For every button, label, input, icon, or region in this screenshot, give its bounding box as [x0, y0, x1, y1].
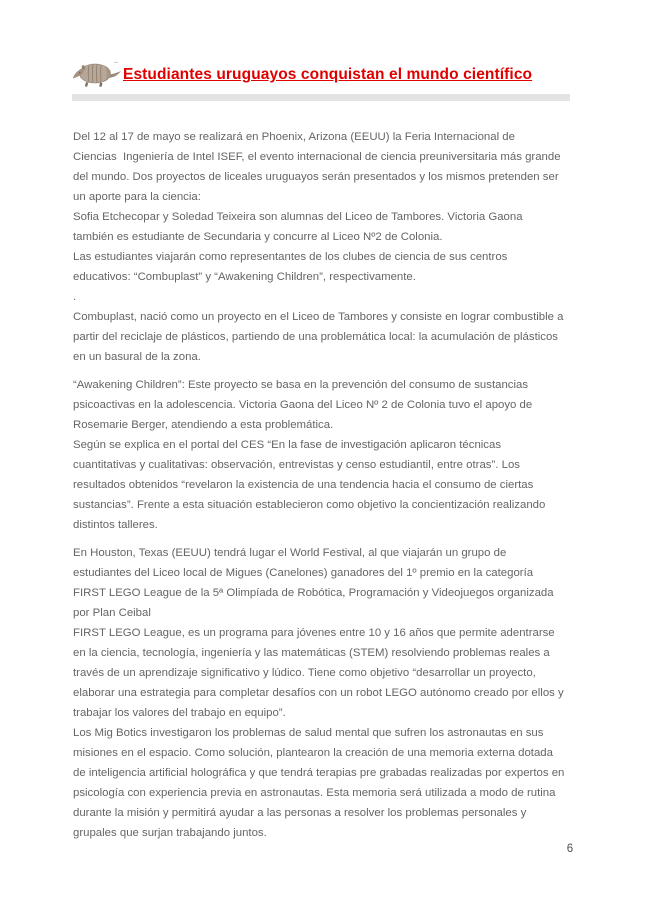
- armadillo-icon: [72, 60, 122, 89]
- text-line: “Awakening Children”: Este proyecto se basa en la prevención del consumo de sustancias: [73, 379, 529, 391]
- text-line: misiones en el espacio. Como solución, plantearon la creación de una memoria externa dotada: [73, 747, 553, 759]
- text-line: FIRST LEGO League, es un programa para jóvenes entre 10 y 16 años que permite adentrarse: [73, 627, 555, 639]
- text-line: cuantitativas y cualitativas: observación, entrevistas y censo estudiantil, entre otras”. Los: [73, 459, 520, 471]
- text-line: en un basural de la zona.: [73, 351, 201, 363]
- text-line: FIRST LEGO League de la 5ª Olimpíada de Robótica, Programación y Videojuegos organizada: [73, 587, 554, 599]
- text-line: de inteligencia artificial holográfica y que tendrá terapias pre grabadas realizadas por expertos en: [73, 767, 565, 779]
- text-line: En Houston, Texas (EEUU) tendrá lugar el World Festival, al que viajarán un grupo de: [73, 547, 507, 559]
- text-line: Ciencias Ingeniería de Intel ISEF, el evento internacional de ciencia preuniversitaria más grande: [73, 151, 561, 163]
- text-line: en la ciencia, tecnología, ingeniería y las matemáticas (STEM) resolviendo problemas reales a: [73, 647, 550, 659]
- page-number: 6: [566, 843, 574, 855]
- text-line: educativos: “Combuplast” y “Awakening Children”, respectivamente.: [73, 271, 416, 283]
- text-line: distintos talleres.: [73, 519, 158, 531]
- text-line: trabajar los valores del trabajo en equipo”.: [73, 707, 286, 719]
- text-line: .: [73, 291, 77, 303]
- text-line: través de un aprendizaje significativo y lúdico. Tiene como objetivo “desarrollar un proyecto,: [73, 667, 536, 679]
- text-line: Del 12 al 17 de mayo se realizará en Phoenix, Arizona (EEUU) la Feria Internacional de: [73, 131, 515, 143]
- text-line: psicoactivas en la adolescencia. Victoria Gaona del Liceo Nº 2 de Colonia tuvo el apoyo de: [73, 399, 533, 411]
- text-line: resultados obtenidos “revelaron la existencia de una tendencia hacia el consumo de ciertas: [73, 479, 534, 491]
- text-line: del mundo. Dos proyectos de liceales uruguayos serán presentados y los mismos pretenden ser: [73, 171, 559, 183]
- paragraph-2: [73, 375, 583, 535]
- text-line: estudiantes del Liceo local de Migues (Canelones) ganadores del 1º premio en la categoría: [73, 567, 534, 579]
- title-divider-bar: [72, 94, 570, 101]
- text-line: grupales que surjan trabajando juntos.: [73, 827, 267, 839]
- text-line: sustancias”. Frente a esta situación establecieron como objetivo la concientización realizando: [73, 499, 546, 511]
- text-line: Sofia Etchecopar y Soledad Teixeira son alumnas del Liceo de Tambores. Victoria Gaona: [73, 211, 523, 223]
- text-line: durante la misión y permitirá ayudar a las personas a resolver los problemas personales y: [73, 807, 527, 819]
- text-line: Las estudiantes viajarán como representantes de los clubes de ciencia de sus centros: [73, 251, 508, 263]
- text-line: Combuplast, nació como un proyecto en el Liceo de Tambores y consiste en lograr combustible a: [73, 311, 564, 323]
- page-title: Estudiantes uruguayos conquistan el mundo científico: [123, 66, 533, 83]
- text-line: elaborar una estrategia para completar desafíos con un robot LEGO autónomo creado por ellos y: [73, 687, 564, 699]
- text-line: por Plan Ceibal: [73, 607, 151, 619]
- text-line: partir del reciclaje de plásticos, partiendo de una problemática local: la acumulación de plásticos: [73, 331, 559, 343]
- paragraph-3: [73, 543, 583, 843]
- text-line: un aporte para la ciencia:: [73, 191, 201, 203]
- text-line: Según se explica en el portal del CES “En la fase de investigación aplicaron técnicas: [73, 439, 502, 451]
- text-line: Los Mig Botics investigaron los problemas de salud mental que sufren los astronautas en sus: [73, 727, 544, 739]
- text-line: psicología con experiencia previa en astronautas. Esta memoria será utilizada a modo de rutina: [73, 787, 556, 799]
- paragraph-1: [73, 127, 583, 367]
- text-line: también es estudiante de Secundaria y concurre al Liceo Nº2 de Colonia.: [73, 231, 443, 243]
- text-line: Rosemarie Berger, atendiendo a esta problemática.: [73, 419, 334, 431]
- article-body: [73, 127, 583, 843]
